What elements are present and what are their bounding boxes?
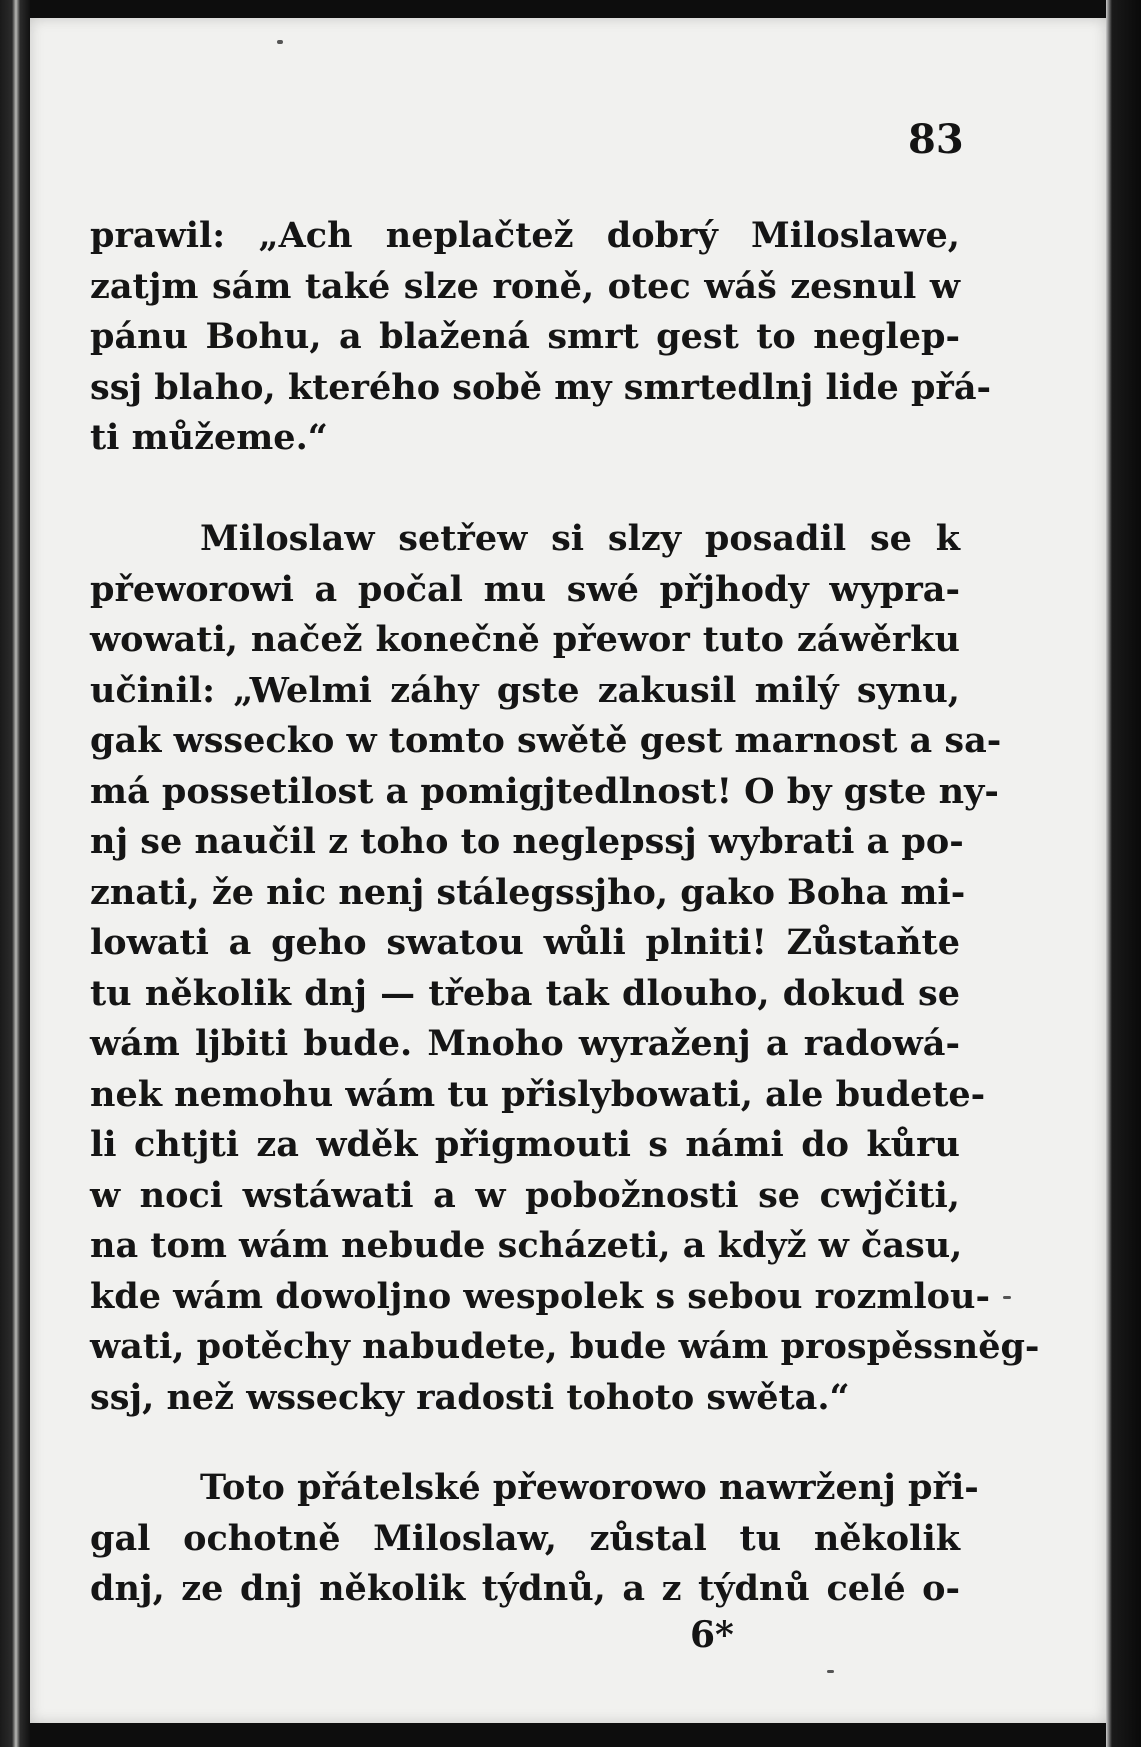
text-line: ssj, než wssecky radosti tohoto swěta.“	[90, 1376, 850, 1418]
text-line: wám ljbiti bude. Mnoho wyraženj a radowá-	[90, 1023, 960, 1064]
text-line: ssj blaho, kterého sobě my smrtedlnj lide přá-	[90, 366, 992, 408]
page-number: 83	[908, 116, 964, 163]
book-binding-edge	[0, 0, 30, 1747]
paper-speck	[277, 40, 283, 44]
text-line: nek nemohu wám tu přislybowati, ale budete-	[90, 1073, 986, 1115]
text-line: gal ochotně Miloslaw, zůstal tu několik	[90, 1517, 960, 1559]
paragraph-1	[90, 211, 992, 464]
paper-speck	[827, 1670, 834, 1673]
text-line: učinil: „Welmi záhy gste zakusil milý synu,	[90, 669, 960, 711]
text-line: wowati, načež konečně přewor tuto záwěrku	[90, 619, 960, 660]
scan-border-right	[1106, 0, 1141, 1747]
text-line: prawil: „Ach neplačtež dobrý Miloslawe,	[90, 215, 960, 256]
text-line: gak wssecko w tomto swětě gest marnost a sa-	[90, 720, 1002, 761]
text-line: kde wám dowoljno wespolek s sebou rozmlou-	[90, 1275, 990, 1317]
text-line: lowati a geho swatou wůli plniti! Zůstaňte	[90, 922, 960, 963]
text-line: přeworowi a počal mu swé přjhody wypra-	[90, 568, 960, 610]
text-line: li chtjti za wděk přigmouti s námi do kůru	[90, 1124, 960, 1165]
text-line: má possetilost a pomigjtedlnost! O by gste ny-	[90, 770, 999, 812]
paragraph-3	[90, 1463, 979, 1615]
text-line: Toto přátelské přeworowo nawrženj při-	[200, 1467, 979, 1508]
paper-speck	[1003, 1296, 1011, 1299]
text-line: nj se naučil z toho to neglepssj wybrati a po-	[90, 821, 964, 862]
text-line: znati, že nic nenj stálegssjho, gako Boha mi-	[90, 871, 966, 913]
text-line: zatjm sám také slze roně, otec wáš zesnul w	[90, 265, 960, 307]
text-line: Miloslaw setřew si slzy posadil se k	[200, 518, 960, 559]
printer-signature-mark: 6*	[690, 1614, 734, 1656]
text-line: wati, potěchy nabudete, bude wám prospěssněg-	[90, 1326, 1040, 1367]
text-line: pánu Bohu, a blažená smrt gest to neglep-	[90, 316, 960, 357]
text-line: na tom wám nebude scházeti, a když w času,	[90, 1225, 963, 1266]
text-line: tu několik dnj — třeba tak dlouho, dokud se	[90, 972, 960, 1014]
paragraph-2	[90, 514, 1040, 1423]
text-line: ti můžeme.“	[90, 417, 328, 458]
text-line: w noci wstáwati a w pobožnosti se cwjčiti,	[90, 1174, 960, 1216]
text-line: dnj, ze dnj několik týdnů, a z týdnů celé o-	[90, 1568, 960, 1609]
